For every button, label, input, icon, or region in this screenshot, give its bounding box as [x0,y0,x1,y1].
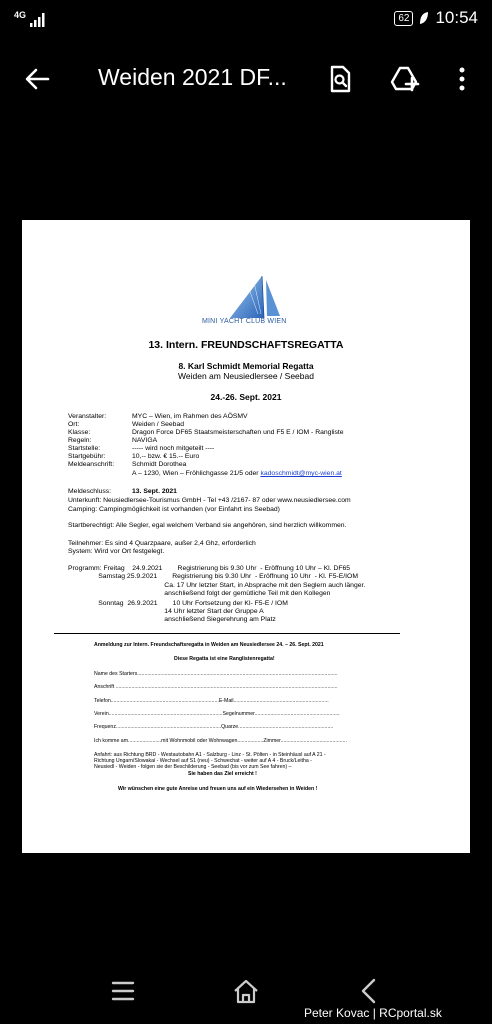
info-value: MYC – Wien, im Rahmen des AÖSMV [132,413,248,420]
doc-date: 24.-26. Sept. 2021 [210,392,282,402]
battery-icon: 62 [394,11,413,26]
info-value: Weiden / Seebad [132,421,185,428]
address: A – 1230, Wien – Fröhlichgasse 21/5 oder [132,470,259,477]
info-label: Startstelle: [68,445,101,452]
search-document-icon[interactable] [325,64,355,94]
back-arrow-icon[interactable] [22,64,52,94]
info-label: Meldeanschrift: [68,461,115,468]
signal-icon [30,13,46,27]
info-label: Startgebühr: [68,453,106,460]
closing-text: Wir wünschen eine gute Anreise und freuen uns auf ein Wiedersehen in Weiden ! [118,786,318,792]
doc-location: Weiden am Neusiedlersee / Seebad [178,371,314,381]
leaf-icon [419,11,429,25]
credit-watermark: Peter Kovac | RCportal.sk [304,1006,442,1020]
address-text [132,470,342,478]
info-label: Ort: [68,421,80,428]
clock: 10:54 [435,8,478,27]
program-line: anschließend Siegerehrung am Platz [68,616,276,623]
info-value: 10,-- bzw. € 15.-- Euro [132,453,200,460]
form-line[interactable]: Telefon...........................................................................E-Mail.................................................................. [94,698,329,704]
info-label: Veranstalter: [68,413,107,420]
doc-title: 13. Intern. FREUNDSCHAFTSREGATTA [148,339,344,351]
network-type: 4G [14,10,27,20]
accommodation-text: Unterkunft: Neusiedlersee-Tourismus GmbH - Tel +43 /2167- 87 oder www.neusiedlersee.com [68,497,351,504]
participants-text: Teilnehmer: Es sind 4 Quarzpaare, außer 2,4 Ghz, erforderlich [68,540,256,547]
app-bar [0,48,492,112]
info-value: Dragon Force DF65 Staatsmeisterschaften und F5 E / IOM - Rangliste [132,429,344,436]
program-line: Samstag 25.9.2021 Registrierung bis 9.30 Uhr - Eröffnung 10 Uhr - Kl. F5-E/IOM [68,573,358,580]
program-line: anschließend folgt der gemütliche Teil mit den Kollegen [68,590,331,597]
registration-title: Anmeldung zur Intern. Freundschaftsregatta in Weiden am Neusiedlersee 24. – 26. Sept. 2021 [94,642,324,648]
meldeschluss-label: Meldeschluss: [68,488,112,495]
email-link[interactable]: kadoschmidt@myc-wien.at [260,470,342,477]
directions-line: Richtung Ungarn/Slowakai - Wechsel auf S1 (neu) - Schwechat - weiter auf A 4 - Bruck/Leitha - [94,758,312,764]
directions-line: Anfahrt: aus Richtung BRD - Westautobahn A1 - Salzburg - Linz - St. Pölten - in Steinhäusl auf A 21 - [94,752,326,758]
program-line: Ca. 17 Uhr letzter Start, in Absprache mit den Seglern auch länger. [68,582,366,589]
program-line: Sonntag 26.9.2021 10 Uhr Fortsetzung der Kl- F5-E / IOM [68,600,288,607]
system-text: System: Wird vor Ort festgelegt. [68,548,165,555]
info-value: Schmidt Dorothea [132,461,187,468]
info-value: NAVIGA [132,437,158,444]
meldeschluss-value: 13. Sept. 2021 [132,488,177,495]
form-line[interactable]: Frequenz.........................................................................Quarze.................................................................. [94,724,334,730]
ranking-note: Diese Regatta ist eine Ranglistenregatta! [174,656,275,662]
back-icon[interactable] [354,976,384,1006]
more-options-icon[interactable] [447,64,477,94]
program-line: Programm: Freitag 24.9.2021 Registrierung bis 9.30 Uhr - Eröffnung 10 Uhr – Kl. DF65 [68,565,351,572]
camping-text: Camping: Campingmöglichkeit ist vorhanden (vor Einfahrt ins Seebad) [68,506,280,513]
form-line[interactable]: Name des Starters........................................................................................................................................... [94,671,338,677]
divider [54,633,400,634]
home-icon[interactable] [231,976,261,1006]
document-title: Weiden 2021 DF... [98,64,287,90]
pdf-page[interactable] [22,220,470,853]
form-line[interactable]: Ich komme am.......................mit Wohnmobil oder Wohnwagen..................Zimmer.............................................. [94,738,347,744]
add-to-drive-icon[interactable] [390,64,420,94]
form-line[interactable]: Verein...............................................................................Segelnummer........................................................... [94,711,340,717]
doc-subtitle: 8. Karl Schmidt Memorial Regatta [178,361,314,371]
form-line[interactable]: Anschrift .......................................................................................................................................................... [94,684,338,690]
info-label: Regeln: [68,437,92,444]
directions-line: Sie haben das Ziel erreicht ! [188,771,257,777]
program-line: 14 Uhr letzter Start der Gruppe A [68,608,264,615]
status-bar [0,0,492,40]
directions-line: Neusiedl - Weiden - folgen sie der Beschilderung - Seebad (bis vor zum See fahren) – [94,764,292,770]
info-value: ----- wird noch mitgeteilt ---- [132,445,215,452]
eligibility-text: Startberechtigt: Alle Segler, egal welchem Verband sie angehören, sind herzlich willkommen. [68,522,347,529]
recents-icon[interactable] [108,976,138,1006]
club-logo-text: MINI YACHT CLUB WIEN [202,318,287,325]
info-label: Klasse: [68,429,91,436]
